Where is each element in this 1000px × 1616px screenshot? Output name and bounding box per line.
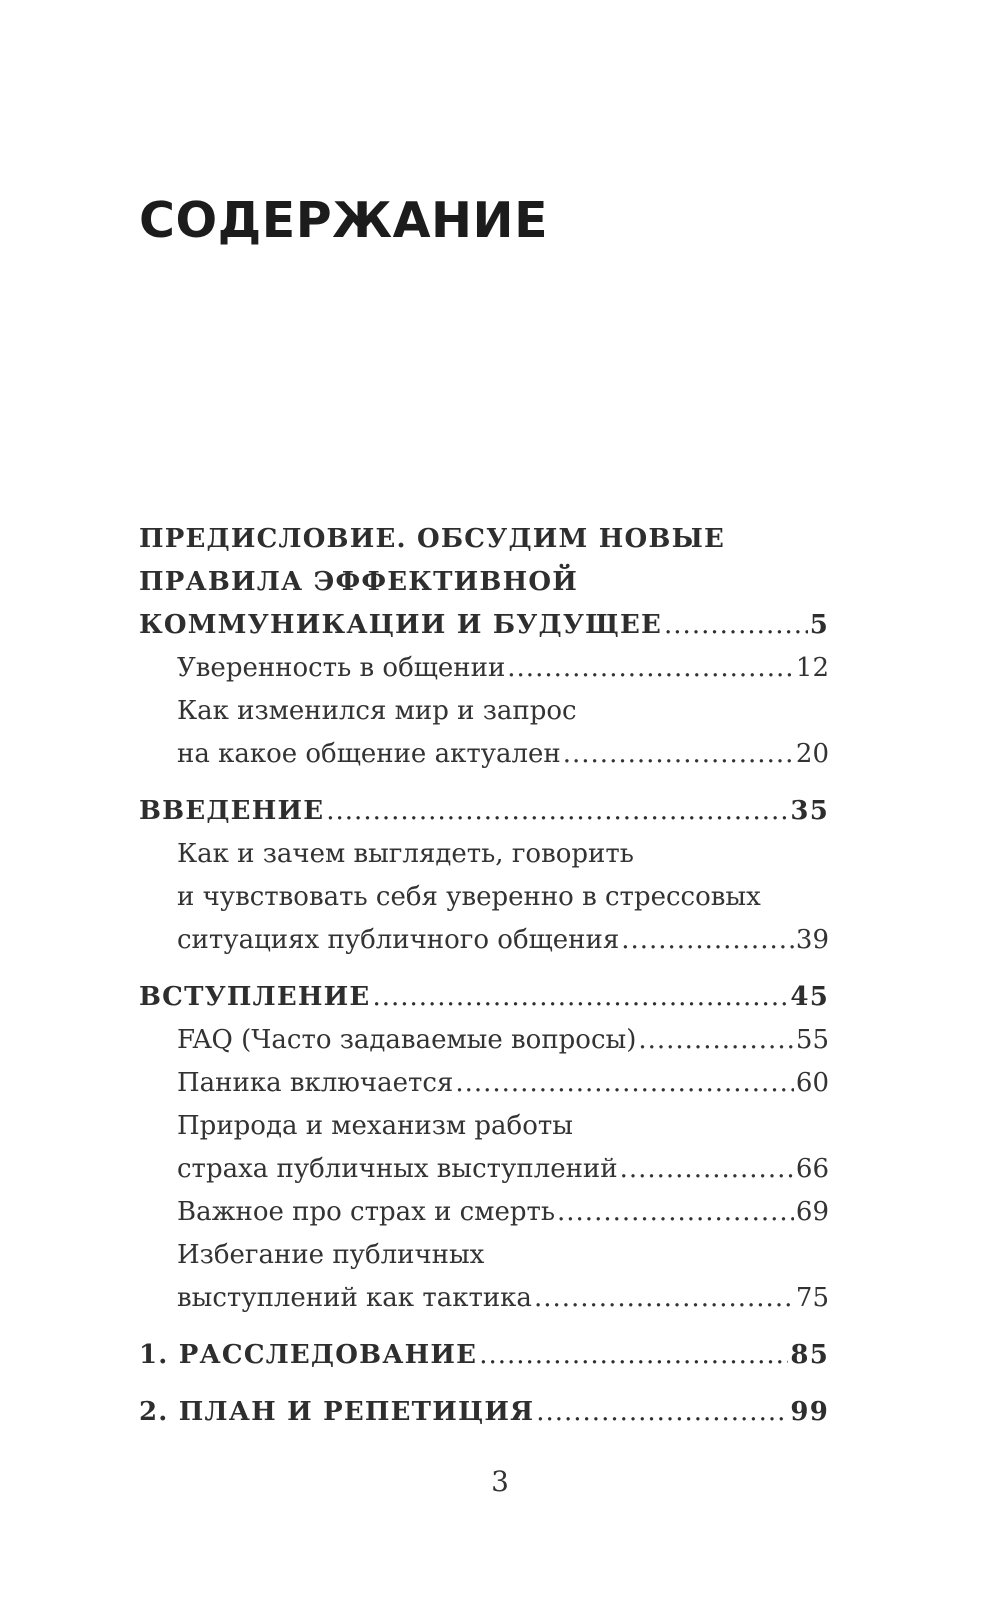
toc-page-number: 69 — [795, 1197, 829, 1227]
toc-entry-confidence[interactable] — [139, 647, 829, 690]
toc-entry-title: Уверенность в общении — [177, 653, 506, 683]
dot-leader — [664, 604, 808, 647]
dot-leader — [372, 976, 788, 1019]
toc-leader-row — [177, 1191, 829, 1234]
page-title: СОДЕРЖАНИЕ — [139, 192, 549, 249]
toc-entry-investigation[interactable] — [139, 1334, 829, 1377]
toc-entry-title-line: выступлений как тактика — [177, 1283, 532, 1313]
toc-page-number: 55 — [795, 1025, 829, 1055]
dot-leader — [621, 919, 794, 962]
dot-leader — [479, 1334, 788, 1377]
toc-entry-title: FAQ (Часто задаваемые вопросы) — [177, 1025, 637, 1055]
toc-entry-avoidance[interactable] — [139, 1234, 829, 1320]
dot-leader — [455, 1062, 794, 1105]
toc-entry-title-line: Природа и механизм работы — [177, 1111, 573, 1141]
toc-entry-faq[interactable] — [139, 1019, 829, 1062]
toc-leader-row — [177, 733, 829, 776]
toc-entry-title-line: Избегание публичных — [177, 1240, 485, 1270]
toc-entry-title-line: ситуациях публичного общения — [177, 925, 620, 955]
toc-entry-title: 1. РАССЛЕДОВАНИЕ — [139, 1340, 478, 1370]
toc-entry-fear-death[interactable] — [139, 1191, 829, 1234]
toc-page-number: 35 — [790, 796, 829, 826]
toc-leader-row — [139, 1391, 829, 1434]
toc-page-number: 12 — [795, 653, 829, 683]
toc-entry-title-line: страха публичных выступлений — [177, 1154, 618, 1184]
toc-page-number: 20 — [795, 739, 829, 769]
dot-leader — [638, 1019, 794, 1062]
toc-page-number: 39 — [795, 925, 829, 955]
dot-leader — [326, 790, 788, 833]
dot-leader — [557, 1191, 794, 1234]
toc-leader-row — [177, 1019, 829, 1062]
toc-page-number: 75 — [795, 1283, 829, 1313]
toc-leader-row — [139, 1334, 829, 1377]
dot-leader — [536, 1391, 788, 1434]
toc-entry-opening[interactable] — [139, 976, 829, 1019]
table-of-contents — [139, 518, 829, 1434]
toc-entry-title-line: ПРАВИЛА ЭФФЕКТИВНОЙ — [139, 567, 578, 597]
toc-entry-title: Важное про страх и смерть — [177, 1197, 556, 1227]
toc-entry-plan[interactable] — [139, 1391, 829, 1434]
toc-leader-row — [139, 976, 829, 1019]
toc-leader-row — [177, 647, 829, 690]
toc-page-number: 5 — [809, 610, 829, 640]
toc-leader-row — [139, 790, 829, 833]
dot-leader — [507, 647, 794, 690]
toc-page-number: 45 — [790, 982, 829, 1012]
toc-leader-row — [177, 1148, 829, 1191]
toc-entry-preface[interactable] — [139, 518, 829, 647]
page-number: 3 — [491, 1465, 509, 1498]
toc-entry-title-line: КОММУНИКАЦИИ И БУДУЩЕЕ — [139, 610, 663, 640]
dot-leader — [563, 733, 794, 776]
toc-entry-title: Паника включается — [177, 1068, 454, 1098]
toc-entry-title-line: на какое общение актуален — [177, 739, 561, 769]
toc-leader-row — [177, 919, 829, 962]
toc-entry-introduction[interactable] — [139, 790, 829, 833]
toc-page-number: 85 — [790, 1340, 829, 1370]
toc-entry-nature[interactable] — [139, 1105, 829, 1191]
toc-page-number: 66 — [795, 1154, 829, 1184]
toc-entry-title: ВСТУПЛЕНИЕ — [139, 982, 371, 1012]
toc-entry-title-line: Как и зачем выглядеть, говорить — [177, 839, 634, 869]
toc-leader-row — [177, 1277, 829, 1320]
toc-leader-row — [177, 1062, 829, 1105]
toc-entry-panic[interactable] — [139, 1062, 829, 1105]
toc-entry-title-line: Как изменился мир и запрос — [177, 696, 577, 726]
toc-entry-how-why[interactable] — [139, 833, 829, 962]
toc-page-number: 60 — [795, 1068, 829, 1098]
dot-leader — [620, 1148, 794, 1191]
toc-leader-row — [139, 604, 829, 647]
dot-leader — [534, 1277, 794, 1320]
toc-entry-title-line: и чувствовать себя уверенно в стрессовых — [177, 882, 761, 912]
toc-entry-world[interactable] — [139, 690, 829, 776]
toc-entry-title: 2. ПЛАН И РЕПЕТИЦИЯ — [139, 1397, 535, 1427]
toc-page-number: 99 — [790, 1397, 829, 1427]
toc-entry-title: ВВЕДЕНИЕ — [139, 796, 325, 826]
toc-entry-title-line: ПРЕДИСЛОВИЕ. ОБСУДИМ НОВЫЕ — [139, 524, 726, 554]
